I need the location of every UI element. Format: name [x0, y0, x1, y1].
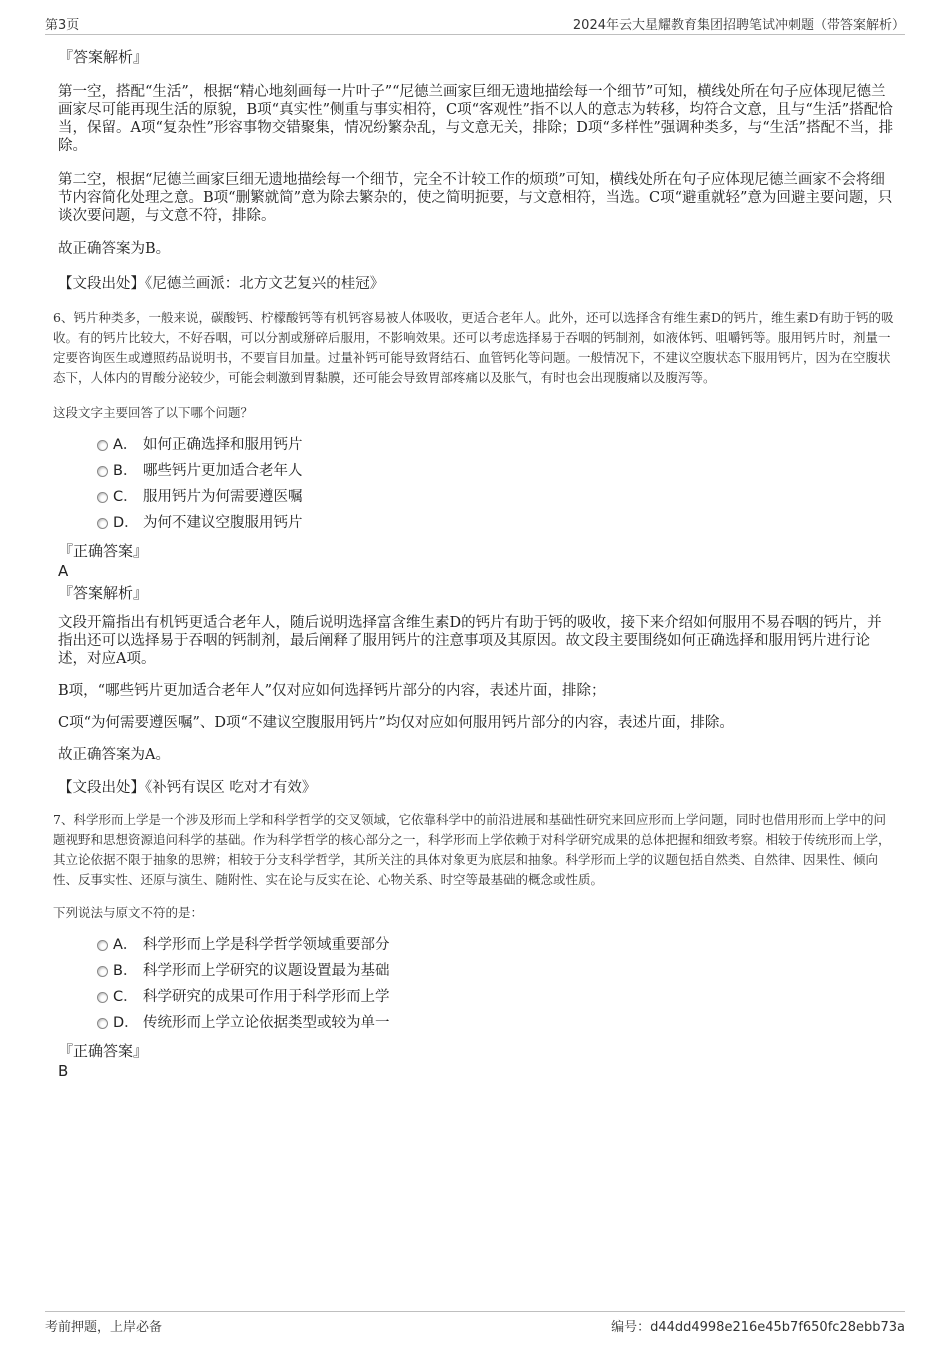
option-d[interactable]: D． 传统形而上学立论依据类型或较为单一: [55, 1010, 895, 1036]
radio-button[interactable]: [97, 1018, 108, 1029]
conclusion-text: 故正确答案为B。: [58, 241, 171, 257]
question-6-text: 6、钙片种类多，一般来说，碳酸钙、柠檬酸钙等有机钙容易被人体吸收，更适合老年人。此外，还可以选择含有维生素D的钙片，维生素D有助于钙的吸收。有的钙片比较大，不好吞咽，可以分割或掰碎后服用，不影响效果。还可以考虑选择易于吞咽的钙制剂，如液体钙、咀嚼钙等。服用钙片时，剂量一定要咨询医生或遵照药品说明书，不要盲目加量。过量补钙可能导致肾结石、血管钙化等问题。一般情况下，不建议空腹状态下服用钙片，因为在空腹状态下，人体内的胃酸分泌较少，可能会刺激到胃黏膜，还可能会导致胃部疼痛以及胀气，有时也会出现腹痛以及腹泻等。: [53, 310, 894, 385]
radio-button[interactable]: [97, 940, 108, 951]
question-7-options: [55, 932, 895, 1036]
option-c[interactable]: C． 服用钙片为何需要遵医嘱: [55, 484, 895, 510]
radio-button[interactable]: [97, 966, 108, 977]
radio-button[interactable]: [97, 518, 108, 529]
page-footer: [45, 1311, 905, 1334]
analysis-paragraph: C项“为何需要遵医嘱”、D项“不建议空腹服用钙片”均仅对应如何服用钙片部分的内容，表述片面，排除。: [58, 715, 734, 731]
page-header: [45, 14, 905, 35]
option-text: 哪些钙片更加适合老年人: [143, 463, 303, 479]
correct-answer: B: [58, 1062, 69, 1080]
radio-button[interactable]: [97, 440, 108, 451]
document-title: 2024年云大星耀教育集团招聘笔试冲刺题（带答案解析）: [572, 18, 905, 33]
option-c[interactable]: C． 科学研究的成果可作用于科学形而上学: [55, 984, 895, 1010]
radio-button[interactable]: [97, 492, 108, 503]
page-number: 第3页: [45, 18, 80, 33]
page-content: [55, 44, 895, 1080]
option-text: 科学形而上学是科学哲学领域重要部分: [143, 937, 390, 953]
question-7-prompt: 下列说法与原文不符的是：: [53, 905, 204, 920]
conclusion-text: 故正确答案为A。: [58, 747, 170, 763]
analysis-paragraph: 第二空，根据“尼德兰画家巨细无遗地描绘每一个细节，完全不计较工作的烦琐”可知，横线处所在句子应体现尼德兰画家不会将细节内容简化处理之意。B项“删繁就简”意为除去繁杂的，使之简明扼要，与文意相符，当选。C项“避重就轻”意为回避主要问题，只谈次要问题，与文意不符，排除。: [58, 172, 893, 224]
option-text: 科学形而上学研究的议题设置最为基础: [143, 963, 390, 979]
question-7-text: 7、科学形而上学是一个涉及形而上学和科学哲学的交叉领域，它依靠科学中的前沿进展和基础性研究来回应形而上学问题，同时也借用形而上学中的问题视野和思想资源追问科学的基础。作为科学哲学的核心部分之一，科学形而上学依赖于对科学研究成果的总体把握和细致考察。相较于传统形而上学，其立论依据不限于抽象的思辨；相较于分支科学哲学，其所关注的具体对象更为底层和抽象。科学形而上学的议题包括自然类、自然律、因果性、倾向性、反事实性、还原与演生、随附性、实在论与反实在论、心物关系、时空等最基础的概念或性质。: [53, 812, 891, 887]
option-text: 传统形而上学立论依据类型或较为单一: [143, 1015, 390, 1031]
question-6-prompt: 这段文字主要回答了以下哪个问题？: [53, 405, 254, 420]
answer-analysis-heading: 『答案解析』: [58, 584, 149, 602]
correct-answer-heading: 『正确答案』: [58, 1042, 149, 1060]
option-b[interactable]: B． 哪些钙片更加适合老年人: [55, 458, 895, 484]
analysis-paragraph: 第一空，搭配“生活”，根据“精心地刻画每一片叶子”“尼德兰画家巨细无遗地描绘每一个细节”可知，横线处所在句子应体现尼德兰画家尽可能再现生活的原貌，B项“真实性”侧重与事实相符，C项“客观性”指不以人的意志为转移，均符合文意，且与“生活”搭配恰当，保留。A项“复杂性”形容事物交错聚集，情况纷繁杂乱，与文意无关，排除；D项“多样性”强调种类多，与“生活”搭配不当，排除。: [58, 84, 894, 154]
option-a[interactable]: A． 如何正确选择和服用钙片: [55, 432, 895, 458]
option-d[interactable]: D． 为何不建议空腹服用钙片: [55, 510, 895, 536]
option-text: 科学研究的成果可作用于科学形而上学: [143, 989, 390, 1005]
source-citation: 【文段出处】《补钙有误区 吃对才有效》: [58, 780, 317, 796]
option-text: 为何不建议空腹服用钙片: [143, 515, 303, 531]
option-b[interactable]: B． 科学形而上学研究的议题设置最为基础: [55, 958, 895, 984]
analysis-paragraph: B项，“哪些钙片更加适合老年人”仅对应如何选择钙片部分的内容，表述片面，排除；: [58, 683, 606, 699]
radio-button[interactable]: [97, 466, 108, 477]
analysis-paragraph: 文段开篇指出有机钙更适合老年人，随后说明选择富含维生素D的钙片有助于钙的吸收，接下来介绍如何服用不易吞咽的钙片，并指出还可以选择易于吞咽的钙制剂，最后阐释了服用钙片的注意事项及其原因。故文段主要围绕如何正确选择和服用钙片进行论述，对应A项。: [58, 615, 882, 667]
document-id: 编号：d44dd4998e216e45b7f650fc28ebb73a: [611, 1320, 905, 1335]
source-citation: 【文段出处】《尼德兰画派：北方文艺复兴的桂冠》: [58, 276, 385, 292]
question-6-options: [55, 432, 895, 536]
correct-answer: A: [58, 562, 69, 580]
footer-slogan: 考前押题，上岸必备: [45, 1320, 163, 1335]
radio-button[interactable]: [97, 992, 108, 1003]
option-text: 服用钙片为何需要遵医嘱: [143, 489, 303, 505]
option-a[interactable]: A． 科学形而上学是科学哲学领域重要部分: [55, 932, 895, 958]
correct-answer-heading: 『正确答案』: [58, 542, 149, 560]
option-text: 如何正确选择和服用钙片: [143, 437, 303, 453]
answer-analysis-heading: 『答案解析』: [58, 48, 149, 66]
